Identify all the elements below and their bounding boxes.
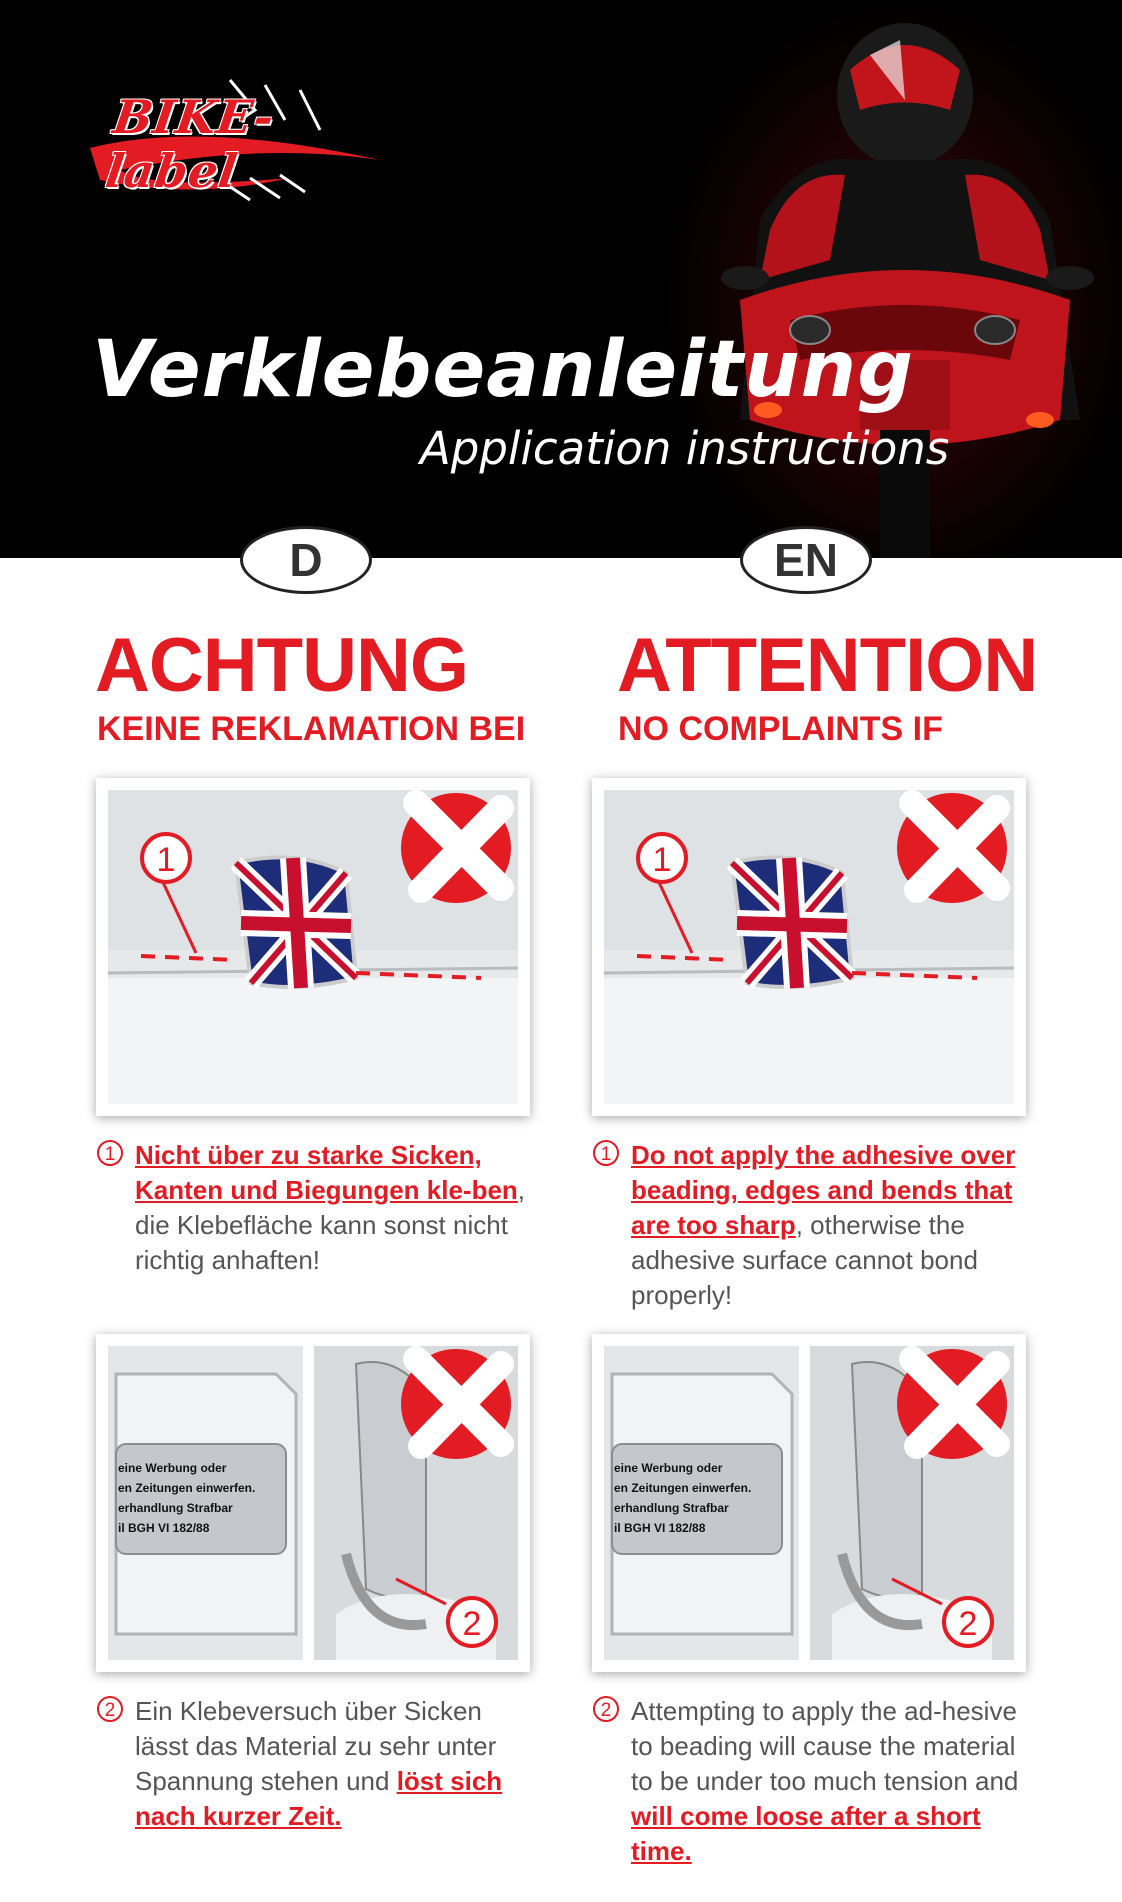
svg-text:2: 2 (958, 1605, 978, 1643)
heading-attention: ATTENTION (617, 623, 1038, 708)
mailbox-label-text: eine Werbung oder en Zeitungen einwerfen. erhandlung Strafbar il BGH VI 182/88 (614, 1461, 752, 1535)
subheading-en: NO COMPLAINTS IF (618, 710, 943, 748)
note-number-2: 2 (97, 1696, 123, 1722)
svg-text:1: 1 (652, 841, 672, 879)
note-2-de (104, 1694, 535, 1834)
title-english: Application instructions (420, 422, 950, 475)
photo-card-flag-de (96, 778, 530, 1116)
title-german: Verklebeanleitung (92, 325, 915, 415)
photo-card-mailbox-de (96, 1334, 530, 1672)
logo-text: BIKE-label (102, 90, 278, 198)
hero-banner (0, 0, 1122, 558)
cross-x-icon (401, 793, 511, 903)
bike-label-logo (80, 60, 400, 220)
note-number-2: 2 (593, 1696, 619, 1722)
cross-x-icon (897, 1349, 1007, 1459)
language-badge-de: D (240, 526, 372, 594)
cross-x-icon (401, 1349, 511, 1459)
note-number-1: 1 (593, 1140, 619, 1166)
note-2-text: Attempting to apply the ad-hesive to beading will cause the material to be under too much tension and (631, 1696, 1019, 1796)
note-number-1: 1 (97, 1140, 123, 1166)
cross-x-icon (897, 793, 1007, 903)
svg-text:2: 2 (462, 1605, 482, 1643)
note-2-text: Ein Klebeversuch über Sicken lässt das Material zu sehr unter Spannung stehen und (135, 1696, 497, 1796)
union-jack-sticker (732, 857, 852, 988)
svg-text:1: 1 (156, 841, 176, 879)
mailbox-label-text: eine Werbung oder en Zeitungen einwerfen. erhandlung Strafbar il BGH VI 182/88 (118, 1461, 256, 1535)
note-2-en (600, 1694, 1031, 1869)
note-1-en (600, 1138, 1031, 1313)
note-1-text: , otherwise the adhesive surface cannot bond properly! (631, 1210, 978, 1310)
photo-card-flag-en (592, 778, 1026, 1116)
note-1-emphasis: Nicht über zu starke Sicken, Kanten und Biegungen kle-ben (135, 1140, 518, 1205)
note-2-emphasis: löst sich nach kurzer Zeit. (135, 1766, 503, 1831)
photo-card-mailbox-en (592, 1334, 1026, 1672)
language-badge-en: EN (740, 526, 872, 594)
note-1-emphasis: Do not apply the adhesive over beading, edges and bends that are too sharp (631, 1140, 1016, 1240)
subheading-de: KEINE REKLAMATION BEI (97, 710, 526, 748)
note-1-text: , die Klebefläche kann sonst nicht richtig anhaften! (135, 1175, 526, 1275)
heading-achtung: ACHTUNG (95, 623, 468, 708)
union-jack-sticker (236, 857, 356, 988)
note-2-emphasis: will come loose after a short time. (631, 1801, 981, 1866)
note-1-de (104, 1138, 535, 1278)
